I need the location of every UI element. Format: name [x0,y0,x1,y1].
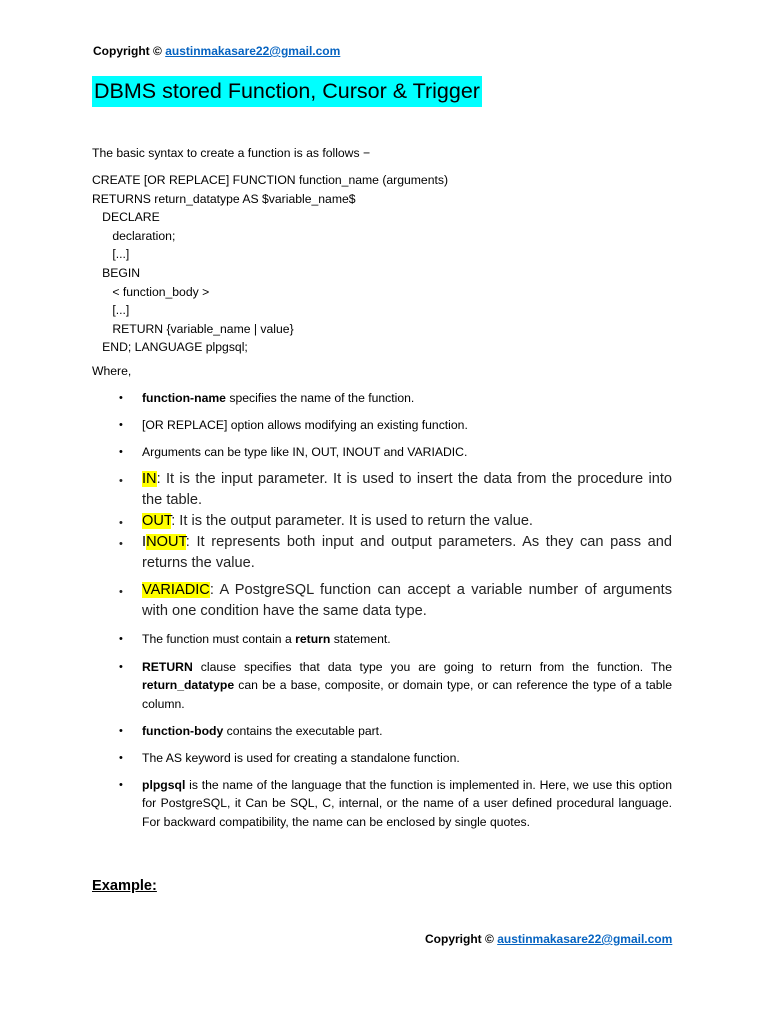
bullet-marker: • [119,392,123,404]
bullet-marker: • [119,475,123,487]
highlight-in: IN [142,471,157,487]
term-return-clause: RETURN [142,660,193,674]
code-line: DECLARE [92,210,160,225]
header-copyright-label: Copyright © [93,44,162,58]
code-line: END; LANGUAGE plpgsql; [92,340,248,355]
header-email-link[interactable]: austinmakasare22@gmail.com [165,44,341,58]
list-item-text [142,469,672,511]
list-item-desc: is the name of the language that the function is implemented in. Here, we use this option for PostgreSQL, it Can be SQL, C, internal, or the name of a user defined procedural language. For backward compatibility, the name can be enclosed by single quotes. [142,778,672,829]
list-item-desc: : It is the output parameter. It is used to return the value. [171,513,533,529]
code-line: CREATE [OR REPLACE] FUNCTION function_name (arguments) [92,173,449,187]
footer-email-link[interactable]: austinmakasare22@gmail.com [497,932,673,946]
header-copyright [93,44,340,58]
bullet-marker: • [119,725,123,737]
bullet-marker: • [119,446,123,458]
list-item-desc: clause specifies that data type you are going to return from the function. The [192,660,672,674]
list-item-desc: : It is the input parameter. It is used to insert the data from the procedure into the table. [142,471,672,508]
list-item-text [142,658,672,713]
highlight-out: OUT [142,513,172,529]
highlight-variadic: VARIADIC [142,582,210,598]
syntax-code-block [92,171,448,357]
term-function-body: function-body [142,724,224,738]
bullet-marker: • [119,419,123,431]
bullet-marker: • [119,633,123,645]
list-item-text: The AS keyword is used for creating a standalone function. [142,751,460,765]
list-item-desc: : A PostgreSQL function can accept a variable number of arguments with one condition have the same data type. [142,582,672,619]
list-item-text [142,776,672,831]
list-item-prefix: I [142,534,147,550]
bullet-marker: • [119,538,123,550]
list-item-text [142,722,672,740]
bullet-marker: • [119,752,123,764]
code-line: RETURNS return_datatype AS $variable_name$ [92,191,356,206]
page-title: DBMS stored Function, Cursor & Trigger [92,76,482,107]
code-line: RETURN {variable_name | value} [92,321,294,336]
footer-copyright-label: Copyright © [425,932,494,946]
term-return-datatype: return_datatype [142,678,235,693]
highlight-inout: NOUT [146,534,186,550]
code-line: < function_body > [92,284,210,299]
intro-text: The basic syntax to create a function is as follows − [92,146,371,160]
list-item-text [142,630,672,648]
list-item-text [142,532,672,574]
list-item-text [142,580,672,622]
list-item-desc: : It represents both input and output parameters. As they can pass and returns the value. [142,534,672,571]
list-item-desc: specifies the name of the function. [225,391,415,405]
list-item-text [142,389,672,407]
code-line: [...] [92,303,130,318]
code-line: declaration; [92,228,176,243]
list-item-text: Arguments can be type like IN, OUT, INOUT and VARIADIC. [142,445,468,459]
bullet-marker: • [119,517,123,529]
list-item-desc-end: can be a base, composite, or domain type, or can reference the type of a table column. [142,678,672,711]
list-item-desc: statement. [330,632,391,646]
code-line: [...] [92,247,130,262]
bullet-marker: • [119,661,123,673]
term-return: return [295,632,331,646]
list-item-desc: contains the executable part. [223,724,383,738]
term-function-name: function-name [142,391,226,405]
list-item-prefix: The function must contain a [142,632,296,646]
bullet-marker: • [119,779,123,791]
code-line: BEGIN [92,265,141,280]
where-label: Where, [92,364,132,378]
example-heading: Example: [92,878,157,894]
footer-copyright [425,932,672,946]
list-item-text: [OR REPLACE] option allows modifying an existing function. [142,418,468,432]
list-item-text [142,511,672,532]
term-plpgsql: plpgsql [142,778,186,792]
bullet-marker: • [119,586,123,598]
